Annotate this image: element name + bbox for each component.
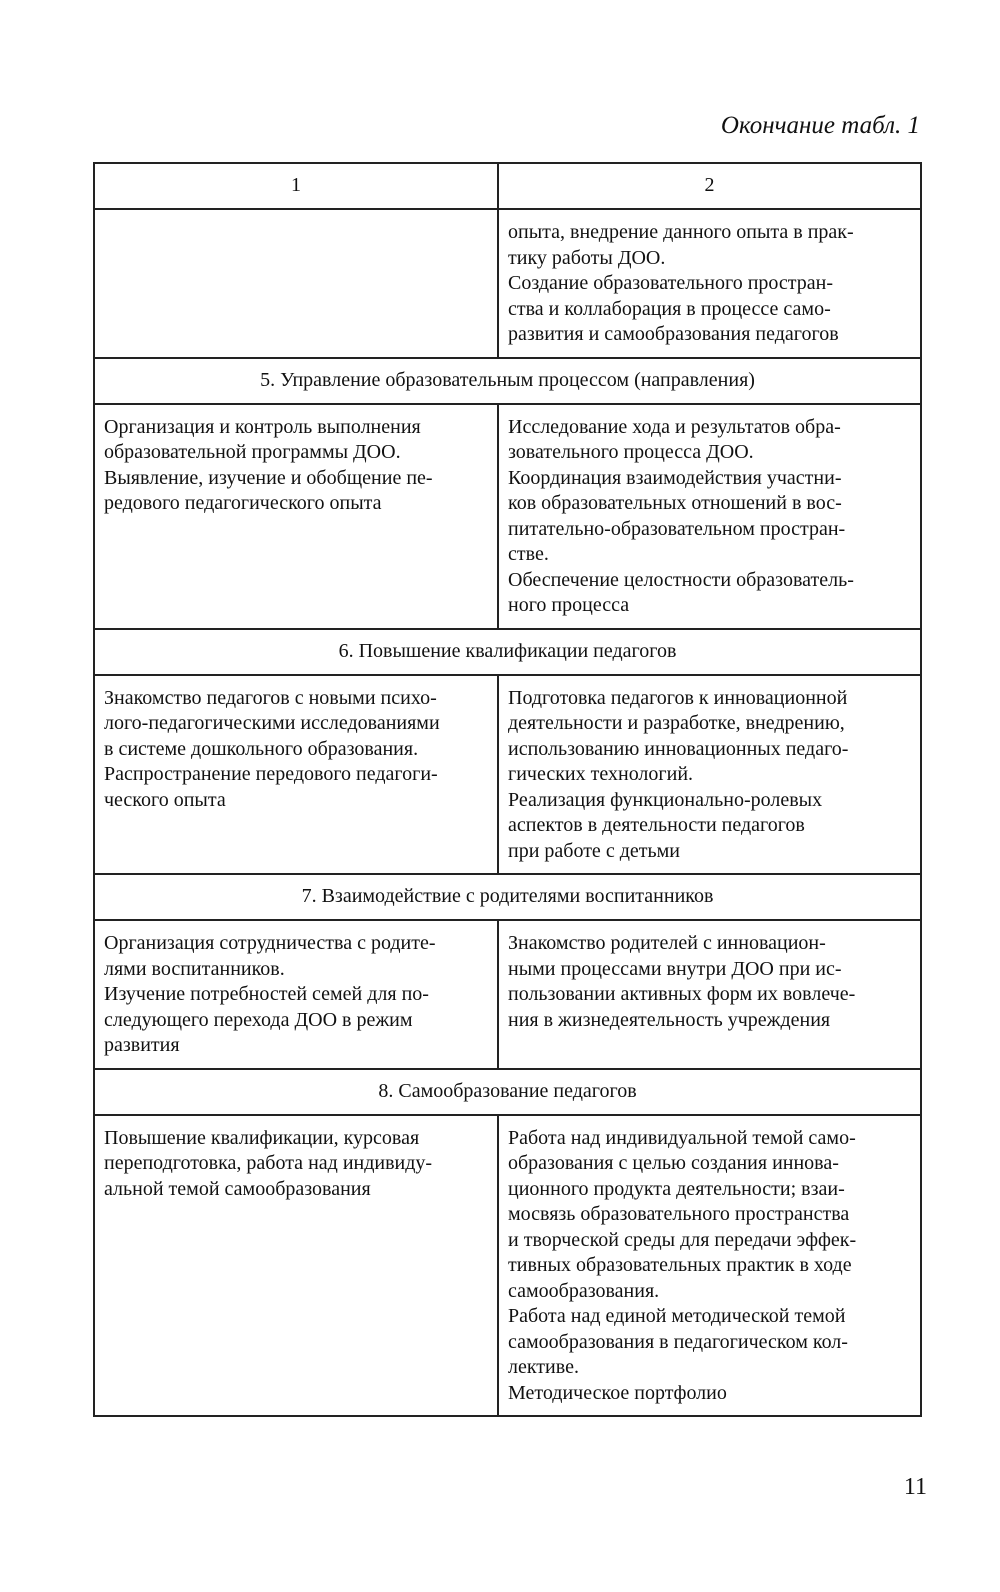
continuation-col1-cell xyxy=(94,209,498,358)
section-title: 8. Самообразование педагогов xyxy=(94,1069,921,1115)
section-title: 5. Управление образовательным процессом (направления) xyxy=(94,358,921,404)
cell-line: развития xyxy=(104,1034,180,1056)
cell-line: лого-педагогическими исследованиями xyxy=(104,712,440,734)
cell-line: ционного продукта деятельности; взаи- xyxy=(508,1177,845,1200)
cell-line: ков образовательных отношений в вос- xyxy=(508,492,842,514)
cell-line: ства и коллаборация в процессе само- xyxy=(508,297,831,320)
cell-line: Организация сотрудничества с родите- xyxy=(104,932,436,954)
cell-line: Организация и контроль выполнения xyxy=(104,415,421,438)
cell-line: Знакомство родителей с инновацион- xyxy=(508,932,826,954)
cell-line: редового педагогического опыта xyxy=(104,492,382,514)
cell-line: развития и самообразования педагогов xyxy=(508,323,839,345)
cell-line: лями воспитанников. xyxy=(104,957,285,980)
section-col2-cell xyxy=(498,404,921,629)
cell-line: Создание образовательного простран- xyxy=(508,272,834,294)
cell-line: использованию инновационных педаго- xyxy=(508,737,849,760)
cell-line: опыта, внедрение данного опыта в прак- xyxy=(508,221,854,243)
cell-line: при работе с детьми xyxy=(508,839,680,862)
cell-line: Знакомство педагогов с новыми психо- xyxy=(104,686,437,709)
cell-line: стве. xyxy=(508,543,549,565)
cell-line: гических технологий. xyxy=(508,763,694,785)
cell-line: и творческой среды для передачи эффек- xyxy=(508,1228,857,1251)
cell-line: деятельности и разработке, внедрению, xyxy=(508,712,845,734)
cell-line: ными процессами внутри ДОО при ис- xyxy=(508,957,842,980)
cell-line: ческого опыта xyxy=(104,788,226,811)
cell-line: Подготовка педагогов к инновационной xyxy=(508,686,848,709)
continuation-col2-cell xyxy=(498,209,921,358)
cell-line: Обеспечение целостности образователь- xyxy=(508,568,854,591)
cell-line: образования с целью создания иннова- xyxy=(508,1152,839,1174)
continuation-row xyxy=(94,209,921,358)
cell-line: образовательной программы ДОО. xyxy=(104,441,401,463)
cell-line: альной темой самообразования xyxy=(104,1177,371,1200)
cell-line: в системе дошкольного образования. xyxy=(104,737,419,760)
cell-line: следующего перехода ДОО в режим xyxy=(104,1008,413,1031)
section-col1-cell xyxy=(94,404,498,629)
cell-line: ния в жизнедеятельность учреждения xyxy=(508,1008,831,1031)
cell-line: Координация взаимодействия участни- xyxy=(508,466,842,489)
section-title-row xyxy=(94,629,921,675)
cell-line: самообразования. xyxy=(508,1279,660,1302)
section-title: 6. Повышение квалификации педагогов xyxy=(94,629,921,675)
cell-line: питательно-образовательном простран- xyxy=(508,517,846,540)
section-col1-cell xyxy=(94,675,498,875)
cell-line: Распространение передового педагоги- xyxy=(104,763,438,785)
cell-line: Исследование хода и результатов обра- xyxy=(508,415,841,438)
section-title: 7. Взаимодействие с родителями воспитанников xyxy=(94,874,921,920)
section-content-row xyxy=(94,675,921,875)
cell-line: пользовании активных форм их вовлече- xyxy=(508,983,856,1005)
section-content-row xyxy=(94,404,921,629)
page-number: 11 xyxy=(903,1474,927,1500)
cell-line: Реализация функционально-ролевых xyxy=(508,788,823,811)
column-number-1: 1 xyxy=(94,163,498,209)
cell-line: зовательного процесса ДОО. xyxy=(508,441,754,463)
cell-line: тику работы ДОО. xyxy=(508,246,666,269)
section-col1-cell xyxy=(94,1115,498,1417)
section-col1-cell xyxy=(94,920,498,1069)
table-caption: Окончание табл. 1 xyxy=(720,112,920,139)
table-body xyxy=(94,163,921,1416)
cell-line: тивных образовательных практик в ходе xyxy=(508,1254,852,1276)
section-col2-cell xyxy=(498,920,921,1069)
cell-line: лективе. xyxy=(508,1356,579,1378)
cell-line: Работа над индивидуальной темой само- xyxy=(508,1126,856,1149)
section-col2-cell xyxy=(498,675,921,875)
cell-line: ного процесса xyxy=(508,594,630,616)
cell-line: Изучение потребностей семей для по- xyxy=(104,983,429,1005)
methodology-table xyxy=(93,162,922,1417)
section-content-row xyxy=(94,920,921,1069)
cell-line: Выявление, изучение и обобщение пе- xyxy=(104,466,433,489)
cell-line: переподготовка, работа над индивиду- xyxy=(104,1152,433,1174)
section-content-row xyxy=(94,1115,921,1417)
cell-line: Работа над единой методической темой xyxy=(508,1305,846,1327)
cell-line: самообразования в педагогическом кол- xyxy=(508,1330,848,1353)
cell-line: Повышение квалификации, курсовая xyxy=(104,1126,420,1149)
section-title-row xyxy=(94,874,921,920)
section-col2-cell xyxy=(498,1115,921,1417)
column-number-2: 2 xyxy=(498,163,921,209)
cell-line: Методическое портфолио xyxy=(508,1381,727,1404)
section-title-row xyxy=(94,1069,921,1115)
cell-line: мосвязь образовательного пространства xyxy=(508,1203,850,1225)
column-number-row xyxy=(94,163,921,209)
section-title-row xyxy=(94,358,921,404)
cell-line: аспектов в деятельности педагогов xyxy=(508,814,805,836)
